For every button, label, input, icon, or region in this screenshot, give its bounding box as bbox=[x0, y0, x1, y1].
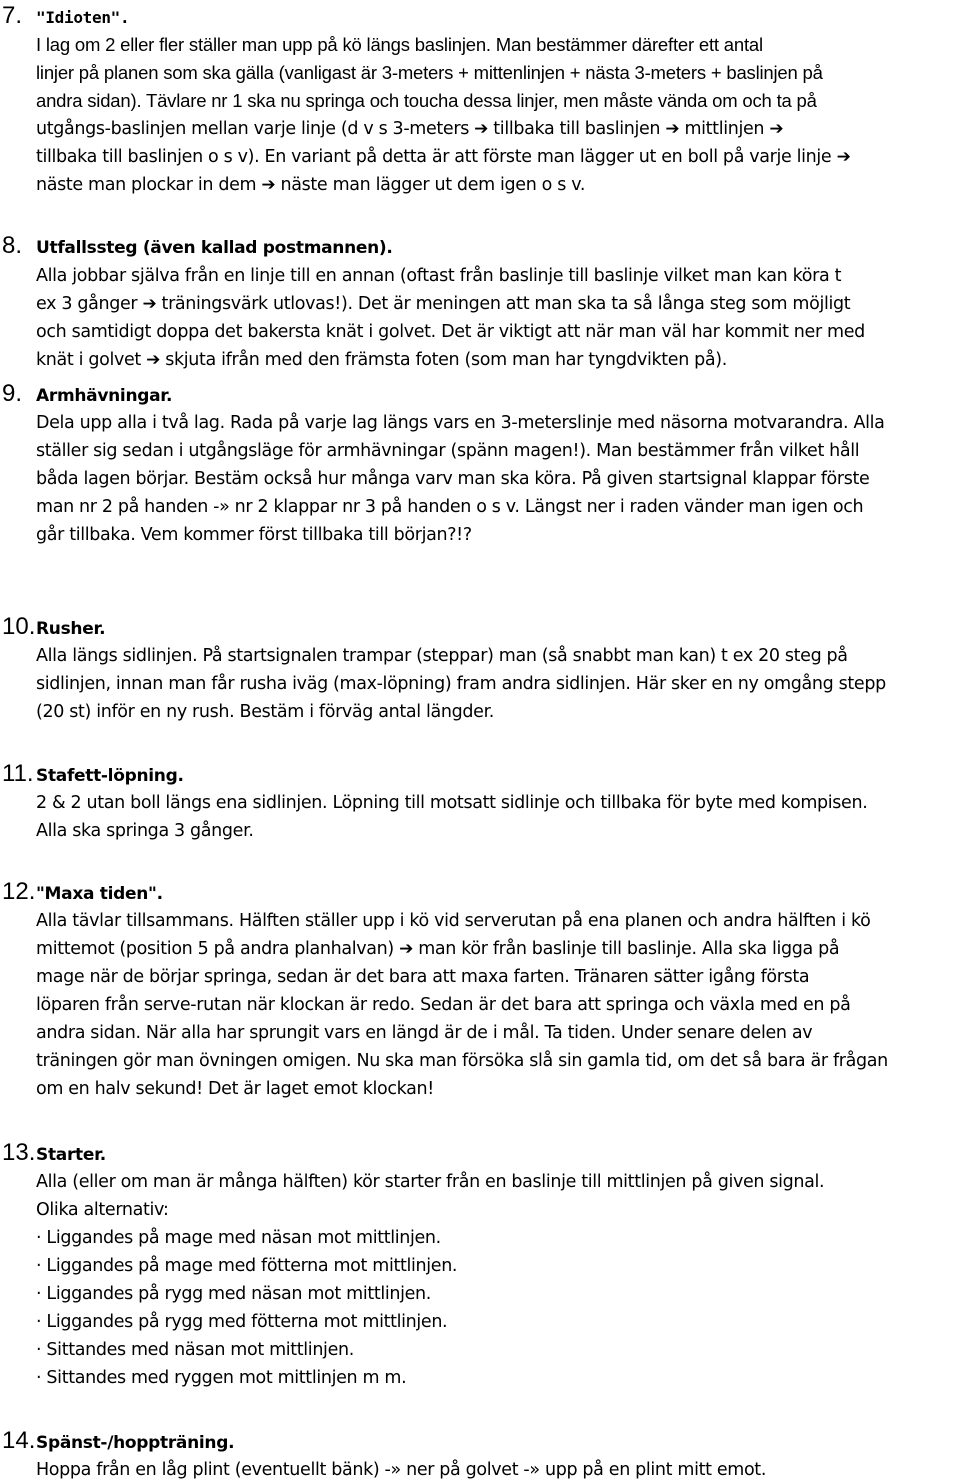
exercise-title: Spänst-/hoppträning. bbox=[36, 1433, 235, 1453]
list-item: · Liggandes på mage med fötterna mot mittlinjen. bbox=[36, 1256, 458, 1276]
exercise-number: 13. bbox=[2, 1139, 36, 1166]
exercise-title: Stafett-löpning. bbox=[36, 766, 184, 786]
exercise-number: 14. bbox=[2, 1427, 36, 1454]
arrow-right-icon: ➔ bbox=[261, 175, 276, 195]
text-line: om en halv sekund! Det är laget emot klockan! bbox=[36, 1079, 434, 1099]
list-item: · Liggandes på rygg med fötterna mot mittlinjen. bbox=[36, 1312, 448, 1332]
exercise-title: "Idioten". bbox=[36, 8, 130, 27]
text-line: ställer sig sedan i utgångsläge för armhävningar (spänn magen!). Man bestämmer från vilket håll bbox=[36, 441, 860, 461]
text-line: (20 st) inför en ny rush. Bestäm i förväg antal längder. bbox=[36, 702, 495, 722]
exercise-description bbox=[36, 409, 956, 549]
list-item: · Liggandes på mage med näsan mot mittlinjen. bbox=[36, 1228, 441, 1248]
exercise-title: Starter. bbox=[36, 1145, 106, 1165]
text-line: Dela upp alla i två lag. Rada på varje lag längs vars en 3-meterslinje med näsorna motvarandra. Alla bbox=[36, 413, 885, 433]
text-line: andra sidan). Tävlare nr 1 ska nu springa och toucha dessa linjer, men måste vända om och ta på bbox=[36, 90, 817, 111]
text-line: träningen gör man övningen omigen. Nu ska man försöka slå sin gamla tid, om det så bara är frågan bbox=[36, 1051, 888, 1071]
exercise-number: 12. bbox=[2, 878, 36, 905]
arrow-right-icon: ➔ bbox=[474, 119, 489, 139]
text-line: näste man plockar in dem ➔ näste man lägger ut dem igen o s v. bbox=[36, 175, 586, 195]
text-line: utgångs-baslinjen mellan varje linje (d v s 3-meters ➔ tillbaka till baslinjen ➔ mittlinjen ➔ bbox=[36, 119, 784, 139]
exercise-title: "Maxa tiden". bbox=[36, 884, 163, 904]
text-line: Alla längs sidlinjen. På startsignalen trampar (steppar) man (så snabbt man kan) t ex 20 steg på bbox=[36, 646, 848, 666]
text-line: Alla tävlar tillsammans. Hälften ställer upp i kö vid serverutan på ena planen och andra hälften i kö bbox=[36, 911, 871, 931]
arrow-right-icon: ➔ bbox=[769, 119, 784, 139]
exercise-number: 11. bbox=[2, 760, 34, 787]
text-line: knät i golvet ➔ skjuta ifrån med den främsta foten (som man har tyngdvikten på). bbox=[36, 350, 727, 370]
text-line: löparen från serve-rutan när klockan är redo. Sedan är det bara att springa och växla med en på bbox=[36, 995, 851, 1015]
list-item: · Sittandes med näsan mot mittlinjen. bbox=[36, 1340, 354, 1360]
arrow-right-icon: ➔ bbox=[146, 350, 161, 370]
exercise-description bbox=[36, 262, 956, 374]
text-line: och samtidigt doppa det bakersta knät i golvet. Det är viktigt att när man väl har kommit ner med bbox=[36, 322, 865, 342]
exercise-description bbox=[36, 1456, 956, 1484]
text-line: Alla jobbar själva från en linje till en annan (oftast från baslinje till baslinje vilket man kan köra t bbox=[36, 266, 842, 286]
exercise-description bbox=[36, 1168, 956, 1392]
text-line: Olika alternativ: bbox=[36, 1200, 169, 1220]
text-line: andra sidan. När alla har sprungit vars en längd är de i mål. Ta tiden. Under senare delen av bbox=[36, 1023, 813, 1043]
text-line: mage när de börjar springa, sedan är det bara att maxa farten. Tränaren sätter igång första bbox=[36, 967, 810, 987]
arrow-right-icon: ➔ bbox=[142, 294, 157, 314]
arrow-right-icon: ➔ bbox=[665, 119, 680, 139]
text-line: mittemot (position 5 på andra planhalvan) ➔ man kör från baslinje till baslinje. Alla ska ligga på bbox=[36, 939, 840, 959]
text-line: I lag om 2 eller fler ställer man upp på kö längs baslinjen. Man bestämmer därefter ett antal bbox=[36, 34, 763, 55]
text-line: Alla ska springa 3 gånger. bbox=[36, 821, 254, 841]
exercise-description bbox=[36, 642, 956, 726]
exercise-description bbox=[36, 789, 956, 845]
list-item: · Sittandes med ryggen mot mittlinjen m m. bbox=[36, 1368, 407, 1388]
text-line: man nr 2 på handen -» nr 2 klappar nr 3 på handen o s v. Längst ner i raden vänder man igen och bbox=[36, 497, 864, 517]
exercise-number: 9. bbox=[2, 380, 23, 407]
text-line: tillbaka till baslinjen o s v). En variant på detta är att förste man lägger ut en boll på varje linje ➔ bbox=[36, 147, 851, 167]
exercise-number: 10. bbox=[2, 613, 36, 640]
exercise-number: 8. bbox=[2, 232, 23, 259]
text-line: sidlinjen, innan man får rusha iväg (max-löpning) fram andra sidlinjen. Här sker en ny omgång stepp bbox=[36, 674, 886, 694]
text-line: ex 3 gånger ➔ träningsvärk utlovas!). Det är meningen att man ska ta så långa steg som möjligt bbox=[36, 294, 851, 314]
arrow-right-icon: ➔ bbox=[399, 939, 414, 959]
exercise-description bbox=[36, 907, 956, 1103]
arrow-right-icon: ➔ bbox=[836, 147, 851, 167]
text-line: Hoppa från en låg plint (eventuellt bänk) -» ner på golvet -» upp på en plint mitt emot. bbox=[36, 1460, 767, 1480]
text-line: båda lagen börjar. Bestäm också hur många varv man ska köra. På given startsignal klappar förste bbox=[36, 469, 870, 489]
exercise-title: Utfallssteg (även kallad postmannen). bbox=[36, 238, 393, 258]
text-line: 2 & 2 utan boll längs ena sidlinjen. Löpning till motsatt sidlinje och tillbaka för byte med kompisen. bbox=[36, 793, 868, 813]
text-line: går tillbaka. Vem kommer först tillbaka till början?!? bbox=[36, 525, 472, 545]
text-line: linjer på planen som ska gälla (vanligast är 3-meters + mittenlinjen + nästa 3-meters + baslinjen på bbox=[36, 62, 823, 83]
text-line: Alla (eller om man är många hälften) kör starter från en baslinje till mittlinjen på given signal. bbox=[36, 1172, 825, 1192]
list-item: · Liggandes på rygg med näsan mot mittlinjen. bbox=[36, 1284, 432, 1304]
exercise-number: 7. bbox=[2, 2, 23, 29]
exercise-title: Rusher. bbox=[36, 619, 106, 639]
exercise-description bbox=[36, 31, 956, 199]
exercise-title: Armhävningar. bbox=[36, 386, 173, 406]
